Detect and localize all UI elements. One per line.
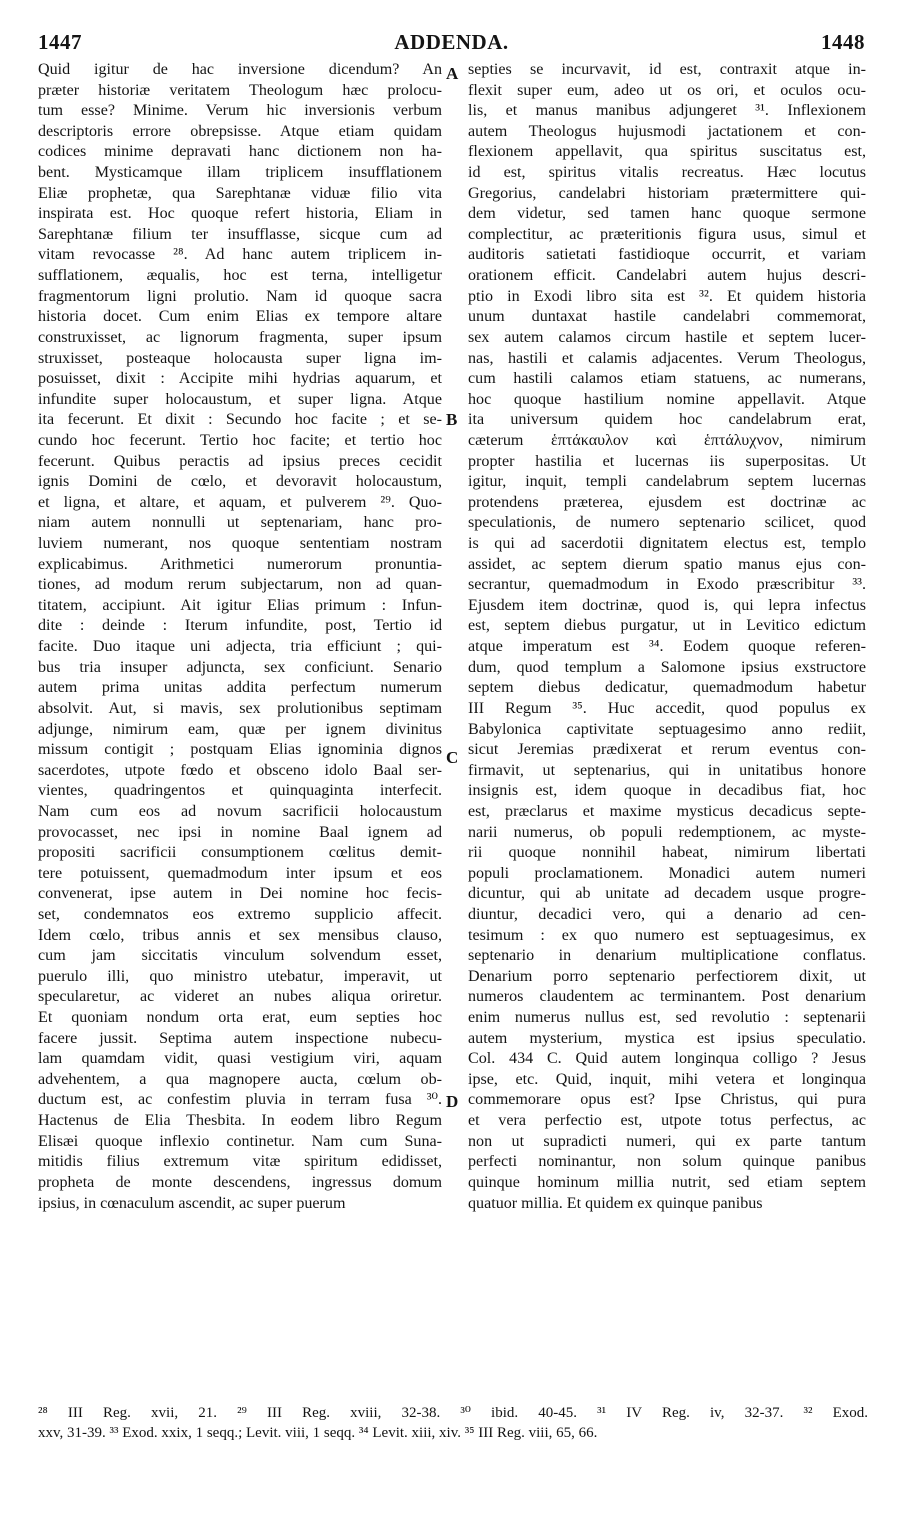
text-line: flexionem appellavit, qua spiritus suscitatus est, <box>468 143 866 161</box>
text-line: sufflationem, æqualis, hoc est terna, intelligetur <box>38 267 442 285</box>
text-line: protendens præterea, ejusdem est doctrinæ ac <box>468 493 866 511</box>
text-line: absolvit. Aut, si mavis, sex prolutionibus septimam <box>38 699 442 717</box>
text-line: advehentem, a qua magnopere aucta, cœlum ob- <box>38 1070 442 1088</box>
text-line: quinque hominum millia nutrit, sed etiam septem <box>468 1173 866 1191</box>
text-line: explicabimus. Arithmetici numerorum pronuntia- <box>38 555 442 573</box>
text-line: quatuor millia. Et quidem ex quinque panibus <box>468 1194 763 1212</box>
text-line: hoc quoque hastilium nomine appellavit. Atque <box>468 390 866 408</box>
text-line: ductum est, ac confestim pluvia in terram fusa ³⁰. <box>38 1091 442 1109</box>
left-page-number: 1447 <box>38 30 82 54</box>
page-header <box>38 30 865 56</box>
text-line: bus tria insuper adjuncta, sex conficiunt. Senario <box>38 658 442 676</box>
text-line: est, septem diebus purgatur, ut in Levitico edictum <box>468 617 866 635</box>
text-line: Idem cœlo, tribus annis et sex mensibus clauso, <box>38 926 442 944</box>
text-line: facite. Duo itaque uni adjecta, tria efficiunt ; qui- <box>38 638 442 656</box>
margin-marker-c: C <box>446 748 459 767</box>
footnotes <box>38 1404 868 1443</box>
text-line: unum duntaxat hastile candelabri commemorat, <box>468 308 866 326</box>
text-line: nas, hastili et calamis adjacentes. Verum Theologus, <box>468 349 866 367</box>
text-line: enim numerus nullus est, sed revolutio : septenarii <box>468 1009 866 1027</box>
footnote-line: xxv, 31-39. ³³ Exod. xxix, 1 seqq.; Levit. viii, 1 seqq. ³⁴ Levit. xiii, xiv. ³⁵ III Reg. viii, 65, 66. <box>38 1424 598 1441</box>
text-line: ptio in Exodi libro sita est ³². Et quidem historia <box>468 287 866 305</box>
text-line: populi proclamationem. Monadici autem numeri <box>468 864 866 882</box>
text-line: codices minime depravati hanc dictionem non ha- <box>38 143 442 161</box>
right-column <box>468 60 866 1214</box>
text-line: cum hastili calamos etiam statuens, ac numerans, <box>468 370 866 388</box>
text-line: Sarephtanæ filium ter insufflasse, sicque cum ad <box>38 225 442 243</box>
text-line: ita universum quidem hoc candelabrum erat, <box>468 411 866 429</box>
text-line: complectitur, ac præteritionis figura usus, simul et <box>468 225 866 243</box>
text-line: non ut supradicti numeri, qui ex parte tantum <box>468 1132 866 1150</box>
text-line: Gregorius, candelabri historiam prætermittere qui- <box>468 184 866 202</box>
text-line: orationem efficit. Candelabri autem hujus descri- <box>468 267 866 285</box>
text-line: sicut Jeremias prædixerat et rerum eventus con- <box>468 741 866 759</box>
text-line: puerulo illi, quo ministro utebatur, imperavit, ut <box>38 967 442 985</box>
text-line: convenerat, ipse autem in Dei nomine hoc fecis- <box>38 885 442 903</box>
text-line: construxisset, ac lignorum fragmenta, super ipsum <box>38 328 442 346</box>
text-line: et ligna, et altare, et aquam, et pulverem ²⁹. Quo- <box>38 493 442 511</box>
text-line: missum contigit ; postquam Elias ignominia dignos <box>38 741 442 759</box>
left-column <box>38 60 442 1214</box>
text-line: dicuntur, qui ab unitate ad decadem usque progre- <box>468 885 866 903</box>
text-line: rii quoque nonnihil habeat, nimirum libertati <box>468 844 866 862</box>
text-line: commemorare opus est? Ipse Christus, qui pura <box>468 1091 866 1109</box>
text-line: septem diebus dedicatur, quemadmodum habetur <box>468 679 866 697</box>
text-line: igitur, inquit, templi candelabrum septem lucernas <box>468 473 866 491</box>
text-line: mitidis filius extremum vitæ spiritum edidisset, <box>38 1153 442 1171</box>
text-line: Et quoniam nondum orta erat, eum septies hoc <box>38 1009 442 1027</box>
text-line: vientes, quadringentos et quinquaginta interfecit. <box>38 782 442 800</box>
text-line: dem videtur, sed tamen hanc quoque sermone <box>468 205 866 223</box>
margin-marker-d: D <box>446 1092 459 1111</box>
text-line: ipse, etc. Quid, inquit, mihi vetera et longinqua <box>468 1070 866 1088</box>
text-line: Hactenus de Elia Thesbita. In eodem libro Regum <box>38 1112 442 1130</box>
text-line: et vera perfectio est, utpote totus perfectus, ac <box>468 1112 866 1130</box>
running-title: ADDENDA. <box>394 30 509 54</box>
text-line: numeros claudentem ac terminantem. Post denarium <box>468 988 866 1006</box>
text-line: auditoris satietati fastidioque occurrit, et variam <box>468 246 866 264</box>
right-page-number: 1448 <box>821 30 865 54</box>
text-line: ipsius, in cœnaculum ascendit, ac super puerum <box>38 1194 346 1212</box>
text-line: tiones, ad modum rerum subjectarum, non ad quan- <box>38 576 442 594</box>
text-line: propositi sacrificii consumptionem cœlitus demit- <box>38 844 442 862</box>
text-line: posuisset, dixit : Accipite mihi hydrias aquarum, et <box>38 370 442 388</box>
text-line: Eliæ prophetæ, qua Sarephtanæ viduæ filio vita <box>38 184 442 202</box>
text-line: fecerunt. Quibus peractis ad ipsius preces cecidit <box>38 452 442 470</box>
text-line: est, præclarus et maxime mysticus decadicus septe- <box>468 802 866 820</box>
text-line: tum esse? Minime. Verum hic inversionis verbum <box>38 102 442 120</box>
text-line: specularetur, ac videret an nubes aliqua oriretur. <box>38 988 442 1006</box>
text-line: Ejusdem item doctrinæ, quod is, qui lepra infectus <box>468 596 866 614</box>
text-line: sacerdotes, utpote fœdo et obsceno idolo Baal ser- <box>38 761 442 779</box>
text-line: insignis est, idem quoque in decadibus fiat, hoc <box>468 782 866 800</box>
text-line: perfecti nominantur, non solum quinque panibus <box>468 1153 866 1171</box>
footnote-line: ²⁸ III Reg. xvii, 21. ²⁹ III Reg. xviii, 32-38. ³⁰ ibid. 40-45. ³¹ IV Reg. iv, 32-37. ³² Exod. <box>38 1405 868 1421</box>
text-line: flexit super eum, adeo ut os ori, et oculos ocu- <box>468 81 866 99</box>
text-line: atque imperatum est ³⁴. Eodem quoque referen- <box>468 638 866 656</box>
text-line: Quid igitur de hac inversione dicendum? An <box>38 61 442 78</box>
text-line: Nam cum eos ad novum sacrificii holocaustum <box>38 802 442 820</box>
text-line: cundo hoc fecerunt. Tertio hoc facite; et tertio hoc <box>38 431 442 449</box>
text-line: Babylonica captivitate septuagesimo anno rediit, <box>468 720 866 738</box>
text-line: cum jam siccitatis vinculum solvendum esset, <box>38 947 442 965</box>
text-line: fragmentorum ligni prolutio. Nam id quoque sacra <box>38 287 442 305</box>
text-line: dum, quod templum a Salomone ipsius exstructore <box>468 658 866 676</box>
text-line: secrantur, quemadmodum in Exodo præscribitur ³³. <box>468 576 866 594</box>
text-line: niam autem nonnulli ut septenariam, hanc pro- <box>38 514 442 532</box>
text-line: autem prima unitas addita perfectum numerum <box>38 679 442 697</box>
text-line: lam quamdam vidit, quasi vestigium viri, aquam <box>38 1050 442 1068</box>
text-line: descriptoris errore obrepsisse. Atque etiam quidam <box>38 122 442 140</box>
text-line: struxisset, posteaque holocausta super ligna im- <box>38 349 442 367</box>
text-line: is qui ad sacerdotii dignitatem electus est, templo <box>468 535 866 553</box>
text-line: septenario in denarium multiplicatione conflatus. <box>468 947 866 965</box>
text-line: narii numerus, ob populi redemptionem, ac myste- <box>468 823 866 841</box>
text-line: autem mysterium, mystica est ipsius speculatio. <box>468 1029 866 1047</box>
text-line: vitam revocasse ²⁸. Ad hanc autem triplicem in- <box>38 246 442 264</box>
text-line: ignis Domini de cœlo, et devoravit holocaustum, <box>38 473 442 491</box>
text-line: dite : deinde : Iterum infundite, post, Tertio id <box>38 617 442 635</box>
text-line: adjunge, nimirum eam, quæ per ignem divinitus <box>38 720 442 738</box>
text-line: tere potuissent, quemadmodum inter ipsum et eos <box>38 864 442 882</box>
text-line: tesimum : ex quo numero est septuagesimus, ex <box>468 926 866 944</box>
text-line: diuntur, decadici vero, qui a denario ad cen- <box>468 905 866 923</box>
text-line: cæterum ἑπτάκαυλον καὶ ἑπτάλυχνον, nimirum <box>468 431 866 449</box>
text-line: provocasset, nec ipsi in nomine Baal ignem ad <box>38 823 442 841</box>
margin-marker-b: B <box>446 410 458 429</box>
text-line: propheta de monte descendens, ingressus domum <box>38 1173 442 1191</box>
text-line: speculationis, de numero septenario scilicet, quod <box>468 514 866 532</box>
text-line: titatem, accipiunt. Ait igitur Elias primum : Infun- <box>38 596 442 614</box>
text-line: ita fecerunt. Et dixit : Secundo hoc facite ; et se- <box>38 411 442 429</box>
text-line: præter historiæ veritatem Theologum hæc prolocu- <box>38 81 442 99</box>
text-line: firmavit, ut septenarius, qui in unitatibus honore <box>468 761 866 779</box>
text-line: historia docet. Cum enim Elias ex tempore altare <box>38 308 442 326</box>
margin-marker-a: A <box>446 64 459 83</box>
text-line: autem Theologus hujusmodi jactationem et con- <box>468 122 866 140</box>
text-line: lis, et manus manibus adjungeret ³¹. Inflexionem <box>468 102 866 120</box>
text-line: id est, spiritus vitalis recreatus. Hæc locutus <box>468 164 866 182</box>
text-line: inspirata est. Hoc quoque refert historia, Eliam in <box>38 205 442 223</box>
text-line: bent. Mysticamque illam triplicem insufflationem <box>38 164 442 182</box>
text-line: Elisæi quoque inflexio continetur. Nam cum Suna- <box>38 1132 442 1150</box>
text-line: set, condemnatos eos extremo supplicio affecit. <box>38 905 442 923</box>
text-line: propter hastilia et lucernas iis superpositas. Ut <box>468 452 866 470</box>
text-line: III Regum ³⁵. Huc accedit, quod populus ex <box>468 699 866 717</box>
text-line: Denarium porro septenario perfectiorem dixit, ut <box>468 967 866 985</box>
text-line: infundite super holocaustum, et super ligna. Atque <box>38 390 442 408</box>
text-line: luviem numerant, nos quoque sententiam nostram <box>38 535 442 553</box>
text-line: septies se incurvavit, id est, contraxit atque in- <box>468 61 866 78</box>
text-line: Col. 434 C. Quid autem longinqua colligo ? Jesus <box>468 1050 866 1068</box>
text-line: sex autem calamos circum hastile et septem lucer- <box>468 328 866 346</box>
text-line: assidet, ac septem dierum spatio manus ejus con- <box>468 555 866 573</box>
text-line: facere jussit. Septima autem inspectione nubecu- <box>38 1029 442 1047</box>
